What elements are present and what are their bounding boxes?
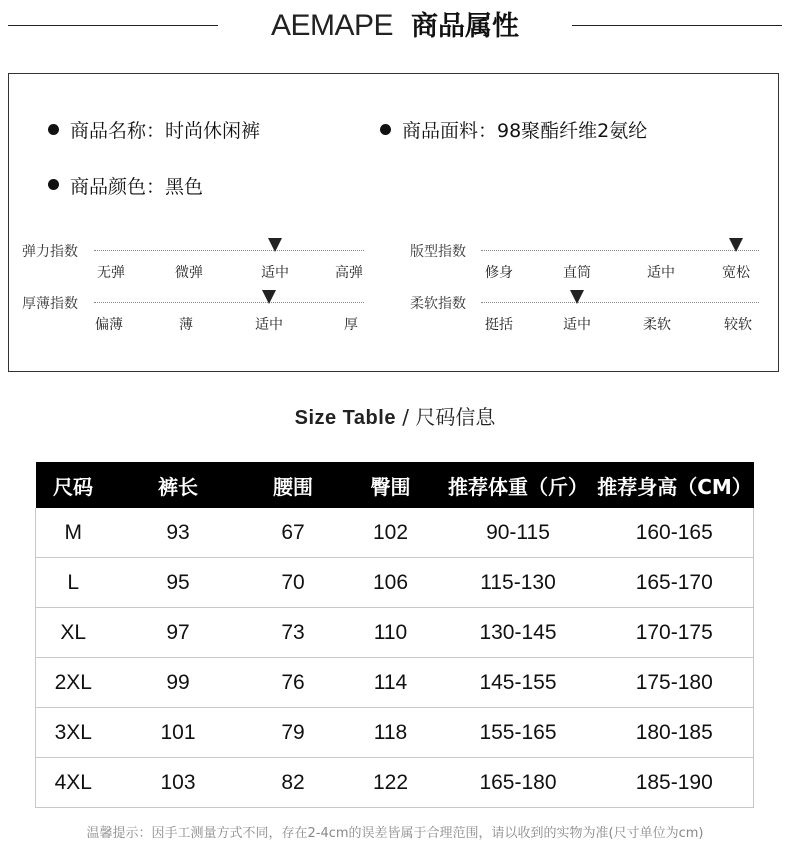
table-cell: 175-180 xyxy=(596,658,754,708)
size-title-sep: / xyxy=(395,405,416,429)
table-cell: 103 xyxy=(111,758,246,808)
table-cell: M xyxy=(36,508,111,558)
scale-label: 版型指数 xyxy=(410,244,466,260)
table-cell: 145-155 xyxy=(441,658,596,708)
scale-option: 适中 xyxy=(647,265,675,281)
table-cell: 67 xyxy=(246,508,341,558)
size-table-body xyxy=(36,508,754,808)
brand-name: AEMAPE xyxy=(270,9,394,42)
column-header: 臀围 xyxy=(341,462,441,508)
scale-option: 直筒 xyxy=(563,265,591,281)
bullet-icon xyxy=(48,124,59,135)
table-cell: 114 xyxy=(341,658,441,708)
table-cell: 79 xyxy=(246,708,341,758)
scale-label: 厚薄指数 xyxy=(22,296,78,312)
scale-line xyxy=(481,250,759,251)
table-cell: 99 xyxy=(111,658,246,708)
product-name: 商品名称：时尚休闲裤 xyxy=(70,120,261,142)
table-cell: 4XL xyxy=(36,758,111,808)
column-header: 推荐体重（斤） xyxy=(441,462,596,508)
table-cell: 118 xyxy=(341,708,441,758)
footnote: 温馨提示：因手工测量方式不同，存在2-4cm的误差皆属于合理范围，请以收到的实物为准(尺寸单位为cm) xyxy=(86,826,704,841)
table-cell: 101 xyxy=(111,708,246,758)
size-title-cn: 尺码信息 xyxy=(415,405,496,429)
column-header: 推荐身高（CM） xyxy=(596,462,754,508)
table-cell: 170-175 xyxy=(596,608,754,658)
scale-option: 无弹 xyxy=(97,265,125,281)
table-row xyxy=(36,708,754,758)
table-cell: L xyxy=(36,558,111,608)
scale-label: 柔软指数 xyxy=(410,296,466,312)
scale-option: 微弹 xyxy=(175,265,203,281)
table-cell: 180-185 xyxy=(596,708,754,758)
scale-option: 高弹 xyxy=(335,265,363,281)
size-table xyxy=(35,462,754,808)
table-cell: 93 xyxy=(111,508,246,558)
table-cell: 97 xyxy=(111,608,246,658)
selected-marker-icon xyxy=(729,238,743,252)
table-cell: 3XL xyxy=(36,708,111,758)
table-cell: 106 xyxy=(341,558,441,608)
scale-line xyxy=(94,250,364,251)
table-cell: 76 xyxy=(246,658,341,708)
product-color: 商品颜色：黑色 xyxy=(70,176,204,198)
table-row xyxy=(36,658,754,708)
table-cell: 160-165 xyxy=(596,508,754,558)
scale-option: 适中 xyxy=(255,317,283,333)
table-cell: 102 xyxy=(341,508,441,558)
column-header: 裤长 xyxy=(111,462,246,508)
table-row xyxy=(36,558,754,608)
scale-option: 柔软 xyxy=(643,317,671,333)
table-row xyxy=(36,508,754,558)
section-title: 商品属性 xyxy=(411,11,520,42)
table-row xyxy=(36,608,754,658)
scale-option: 适中 xyxy=(563,317,591,333)
bullet-icon xyxy=(380,124,391,135)
table-cell: 115-130 xyxy=(441,558,596,608)
table-cell: 155-165 xyxy=(441,708,596,758)
size-table-title xyxy=(0,401,790,430)
table-cell: 110 xyxy=(341,608,441,658)
table-cell: 130-145 xyxy=(441,608,596,658)
table-cell: 73 xyxy=(246,608,341,658)
table-cell: 2XL xyxy=(36,658,111,708)
scale-option: 偏薄 xyxy=(95,317,123,333)
scale-line xyxy=(94,302,364,303)
table-row xyxy=(36,758,754,808)
selected-marker-icon xyxy=(268,238,282,252)
bullet-icon xyxy=(48,179,59,190)
scale-option: 宽松 xyxy=(722,265,750,281)
scale-option: 挺括 xyxy=(485,317,513,333)
scale-line xyxy=(481,302,759,303)
column-header: 尺码 xyxy=(36,462,111,508)
scale-option: 较软 xyxy=(724,317,752,333)
selected-marker-icon xyxy=(262,290,276,304)
table-cell: XL xyxy=(36,608,111,658)
product-fabric: 商品面料：98聚酯纤维2氨纶 xyxy=(402,120,648,142)
scale-option: 厚 xyxy=(344,317,358,333)
selected-marker-icon xyxy=(570,290,584,304)
scale-label: 弹力指数 xyxy=(22,244,78,260)
table-cell: 122 xyxy=(341,758,441,808)
attribute-box xyxy=(8,73,779,372)
table-cell: 70 xyxy=(246,558,341,608)
scale-option: 适中 xyxy=(261,265,289,281)
scale-option: 薄 xyxy=(179,317,193,333)
column-header: 腰围 xyxy=(246,462,341,508)
size-table-header-row xyxy=(36,462,754,508)
table-cell: 165-180 xyxy=(441,758,596,808)
table-cell: 82 xyxy=(246,758,341,808)
scale-option: 修身 xyxy=(485,265,513,281)
table-cell: 165-170 xyxy=(596,558,754,608)
table-cell: 185-190 xyxy=(596,758,754,808)
table-cell: 90-115 xyxy=(441,508,596,558)
size-title-en: Size Table xyxy=(294,407,396,429)
table-cell: 95 xyxy=(111,558,246,608)
header-title xyxy=(0,4,790,43)
